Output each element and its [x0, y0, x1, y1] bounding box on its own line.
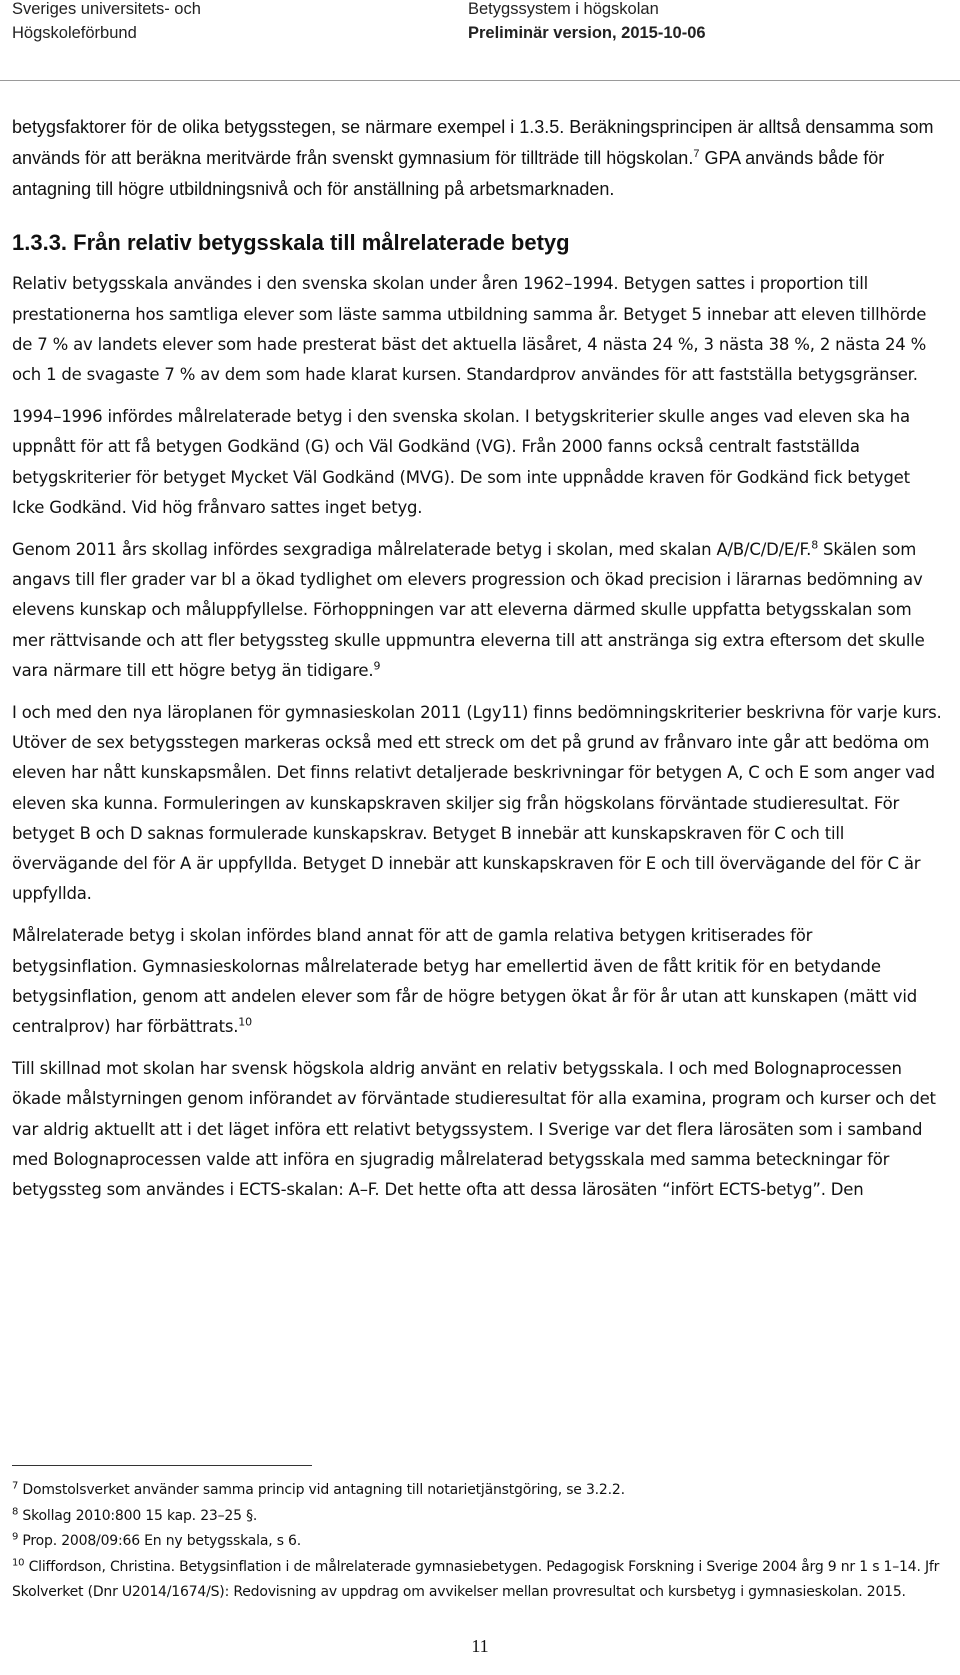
footnote-text: Skollag 2010:800 15 kap. 23–25 §. — [18, 1507, 258, 1524]
footnote-text: Domstolsverket använder samma princip vid antagning till notarietjänstgöring, se 3.2.2. — [18, 1482, 625, 1498]
footnotes — [12, 1478, 942, 1606]
paragraph-higher-education: Till skillnad mot skolan har svensk högskola aldrig använt en relativ betygsskala. I och med Bolognaprocessen ökade målstyrningen genom införandet av förväntade studieresultat för alla examina, program och kurser och det var aldrig aktuellt att i det läget införa ett relativt betygssystem. I Sverige var det flera lärosäten som i samband med Bolognaprocessen valde att införa en sjugradig målrelaterad betygsskala med samma beteckningar för betygssteg som användes i ECTS-skalan: A–F. Det hette ofta att dessa lärosäten “infört ECTS-betyg”. Den — [12, 1059, 936, 1200]
intro-paragraph — [12, 112, 942, 204]
document-body — [12, 112, 942, 1217]
intro-text-b: GPA används både för antagning till högre utbildningsnivå och för anställning på arbetsmarknaden. — [12, 147, 885, 199]
footnote-ref-7[interactable]: 7 — [693, 147, 700, 160]
footnote-ref-8[interactable]: 8 — [811, 538, 819, 552]
header-org-line2: Högskoleförbund — [12, 24, 137, 42]
header-org-line1: Sveriges universitets- och — [12, 0, 201, 18]
footnote-number: 9 — [12, 1531, 19, 1543]
footnote-number: 8 — [12, 1505, 19, 1517]
footnote-number: 7 — [12, 1480, 19, 1492]
paragraph-goal-related: 1994–1996 infördes målrelaterade betyg i den svenska skolan. I betygskriterier skulle anges vad eleven ska ha uppnått för att få betygen Godkänd (G) och Väl Godkänd (VG). Från 2000 fanns också centralt fastställda betygskriterier för betyget Mycket Väl Godkänd (MVG). De som inte uppnådde kraven för Godkänd fick betyget Icke Godkänd. Vid hög frånvaro sattes inget betyg. — [12, 407, 910, 517]
p3-text-a: Genom 2011 års skollag infördes sexgradiga målrelaterade betyg i skolan, med skalan A/B/C/D/E/F. — [12, 540, 812, 560]
paragraph-lgy11: I och med den nya läroplanen för gymnasieskolan 2011 (Lgy11) finns bedömningskriterier beskrivna för varje kurs. Utöver de sex betygsstegen markeras också med ett streck om det på grund av frånvaro inte går att bedöma om eleven har nått kunskapsmålen. Det finns relativt detaljerade beskrivningar för betygen A, C och E som anger vad eleven ska kunna. Formuleringen av kunskapskraven skiljer sig från högskolans förväntade studieresultat. För betyget B och D saknas formulerade kunskapskrav. Betyget B innebär att kunskapskraven för C och till övervägande del för A är uppfyllda. Betyget D innebär att kunskapskraven för E och till övervägande del för C är uppfyllda. — [12, 703, 942, 904]
p5-text-a: Målrelaterade betyg i skolan infördes bland annat för att de gamla relativa betygen kritiserades för betygsinflation. Gymnasieskolornas målrelaterade betyg har emellertid även de fått kritik för en betydande betygsinflation, genom att andelen elever som får de högre betygen ökat år för år utan att kunskapen (mätt vid centralprov) har förbättrats. — [12, 926, 918, 1037]
paragraph-relative-scale: Relativ betygsskala användes i den svenska skolan under åren 1962–1994. Betygen sattes i proportion till prestationerna hos samtliga elever som läste samma utbildning samma år. Betyget 5 innebar att eleven tillhörde de 7 % av landets elever som hade presterat bäst det aktuella läsåret, 4 nästa 24 %, 3 nästa 38 %, 2 nästa 24 % och 1 de svagaste 7 % av dem som hade klarat kursen. Standardprov användes för att fastställa betygsgränser. — [12, 274, 927, 384]
footnote-ref-9[interactable]: 9 — [373, 659, 381, 673]
footnote-8 — [12, 1504, 942, 1530]
footnote-text: Cliffordson, Christina. Betygsinflation i de målrelaterade gymnasiebetygen. Pedagogisk Forskning i Sverige 2004 årg 9 nr 1 s 1–14. Jfr Skolverket (Dnr U2014/1674/S): Redovisning av uppdrag om avvikelser mellan provresultat och kursbetyg i gymnasieskolan. 2015. — [12, 1558, 940, 1600]
paragraph-grade-inflation — [12, 921, 942, 1042]
footnote-7 — [12, 1478, 942, 1504]
p3-text-b: Skälen som angavs till fler grader var bl a ökad tydlighet om elevers progression och ökad precision i lärarnas bedömning av elevens kunskap och måluppfyllelse. Förhoppningen var att eleverna därmed skulle uppfatta betygsskalan som mer rättvisande och att fler betygssteg skulle uppmuntra eleverna till att anstränga sig extra eftersom det skulle vara närmare till ett högre betyg än tidigare. — [12, 540, 925, 680]
header-doc-version: Preliminär version, 2015-10-06 — [468, 24, 706, 42]
header-doc-title: Betygssystem i högskolan — [468, 0, 659, 18]
footnote-text: Prop. 2008/09:66 En ny betygsskala, s 6. — [18, 1533, 301, 1549]
page-number: 11 — [471, 1636, 489, 1656]
paragraph-school-law-2011 — [12, 535, 942, 686]
footnote-10 — [12, 1555, 942, 1606]
footnote-number: 10 — [12, 1556, 25, 1568]
footnote-9 — [12, 1529, 942, 1555]
header-divider — [0, 80, 960, 81]
footnote-ref-10[interactable]: 10 — [238, 1015, 252, 1029]
footnote-divider — [12, 1465, 312, 1466]
intro-text-a: betygsfaktorer för de olika betygsstegen, se närmare exempel i 1.3.5. Beräkningsprincipen är alltså densamma som används för att beräkna meritvärde från svenskt gymnasium för tillträde till högskolan. — [12, 117, 934, 168]
section-heading: 1.3.3. Från relativ betygsskala till målrelaterade betyg — [12, 230, 570, 256]
page-header — [0, 0, 960, 80]
